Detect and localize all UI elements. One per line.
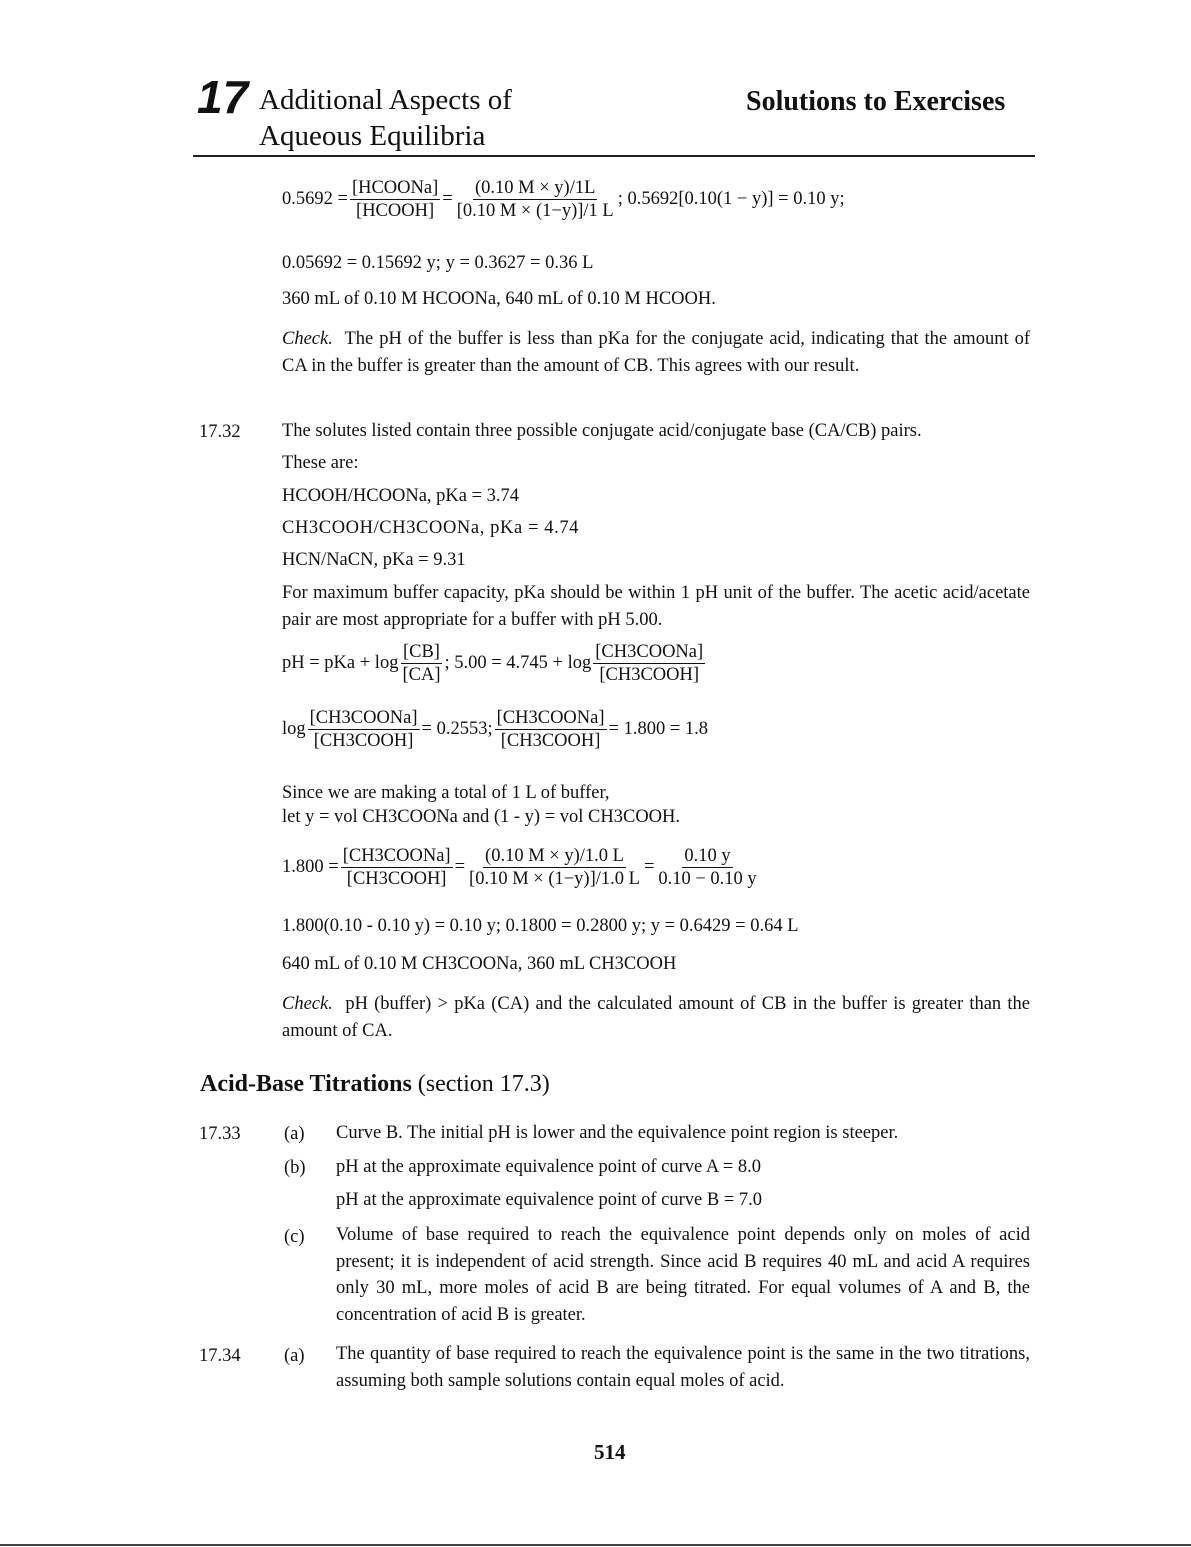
exercise-number-17-34: 17.34 <box>199 1346 241 1366</box>
ex-17-33-a-text: Curve B. The initial pH is lower and the equivalence point region is steeper. <box>336 1123 899 1143</box>
ex-17-34-a-text: The quantity of base required to reach the equivalence point is the same in the two titrations, assuming both sample solutions contain equal moles of acid. <box>336 1344 1030 1391</box>
eq1-fraction-2: $\frac{(0.10 M \times y)/1L}{[0.10 M \times (1-y)]/1 L}$ <box>456 178 614 221</box>
exercise-number-17-33: 17.33 <box>199 1124 241 1144</box>
pair-3: HCN/NaCN, pKa = 9.31 <box>282 550 466 570</box>
eq1-tail: ; 0.5692[0.10(1 − y)] = 0.10 y; <box>617 189 845 209</box>
eq1-lhs: 0.5692 = <box>282 189 348 209</box>
equation-1: 0.5692 = $\frac{\text{[HCOONa]}}{\text{[HCOOH]}}$ = $\frac{(0.10 M \times y)/1L}{[0.10 M \times (1-y)]/1 L}$ ; 0.5692[0.10(1 − y)] = 0.10 y; <box>282 178 845 221</box>
ex-17-33-c-text: Volume of base required to reach the equivalence point depends only on moles of acid present; it is independent of acid strength. Since acid B requires 40 mL and acid A requires only 30 mL, more moles of acid B are being titrated. For equal volumes of A and B, the concentration of acid B is greater. <box>336 1225 1030 1325</box>
header-rule <box>193 155 1035 157</box>
ex-17-33-b-text-2: pH at the approximate equivalence point of curve B = 7.0 <box>336 1190 763 1210</box>
pair-2: CH3COOH/CH3COONa, pKa = 4.74 <box>282 518 580 538</box>
eq4-fraction-3: $\frac{0.10 y}{0.10 - 0.10 y}$ <box>658 846 757 889</box>
check-paragraph-1: Check. The pH of the buffer is less than pKa for the conjugate acid, indicating that the amount of CA in the buffer is greater than the amount of CB. This agrees with our result. <box>282 329 1030 376</box>
since-line-2: let y = vol CH3COONa and (1 - y) = vol CH3COOH. <box>282 807 681 827</box>
page-bottom-edge <box>0 1544 1191 1546</box>
page-number: 514 <box>594 1440 626 1464</box>
eq3-fraction-2: $\frac{\text{[CH3COONa]}}{\text{[CH3COOH]}}$ <box>496 708 605 751</box>
ex-17-33-b-text-1: pH at the approximate equivalence point of curve A = 8.0 <box>336 1157 762 1177</box>
result-line-1: 0.05692 = 0.15692 y; y = 0.3627 = 0.36 L <box>282 253 594 273</box>
these-are: These are: <box>282 453 359 473</box>
exercise-number-17-32: 17.32 <box>199 422 241 442</box>
ex-17-33-b-label: (b) <box>284 1158 306 1178</box>
equation-2: pH = pKa + log $\frac{[CB]}{[CA]}$ ; 5.00 = 4.745 + log $\frac{\text{[CH3COONa]}}{\text{[CH3COOH]}}$ <box>282 642 704 685</box>
eq1-fraction-1: $\frac{\text{[HCOONa]}}{\text{[HCOOH]}}$ <box>351 178 439 221</box>
eq3-fraction-1: $\frac{\text{[CH3COONa]}}{\text{[CH3COOH]}}$ <box>309 708 418 751</box>
pair-1: HCOOH/HCOONa, pKa = 3.74 <box>282 486 520 506</box>
eq2-fraction-2: $\frac{\text{[CH3COONa]}}{\text{[CH3COOH]}}$ <box>595 642 704 685</box>
check-paragraph-2: Check. pH (buffer) > pKa (CA) and the calculated amount of CB in the buffer is greater than the amount of CA. <box>282 994 1031 1041</box>
chapter-number: 17 <box>197 71 249 123</box>
check-label-2: Check. <box>282 994 333 1014</box>
ex-17-33-c-label: (c) <box>284 1227 305 1247</box>
check-label: Check. <box>282 329 333 349</box>
ex-17-33-a-label: (a) <box>284 1124 305 1144</box>
max-capacity-paragraph: For maximum buffer capacity, pKa should be within 1 pH unit of the buffer. The acetic acid/acetate pair are most appropriate for a buffer with pH 5.00. <box>282 583 1030 630</box>
eq4-fraction-1: $\frac{\text{[CH3COONa]}}{\text{[CH3COOH]}}$ <box>342 846 451 889</box>
ex-17-32-intro: The solutes listed contain three possible conjugate acid/conjugate base (CA/CB) pairs. <box>282 421 922 441</box>
equation-3: log $\frac{\text{[CH3COONa]}}{\text{[CH3COOH]}}$ = 0.2553; $\frac{\text{[CH3COONa]}}{\text{[CH3COOH]}}$ = 1.800 = 1.8 <box>282 708 709 751</box>
section-heading: Acid-Base Titrations (section 17.3) <box>200 1071 550 1097</box>
section-label: Solutions to Exercises <box>746 86 1006 117</box>
eq4-fraction-2: $\frac{(0.10 M \times y)/1.0 L}{[0.10 M \times (1-y)]/1.0 L}$ <box>469 846 640 889</box>
equation-4: 1.800 = $\frac{\text{[CH3COONa]}}{\text{[CH3COOH]}}$ = $\frac{(0.10 M \times y)/1.0 L}{[0.10 M \times (1-y)]/1.0 L}$ = $\frac{0.10 y}{0.10 - 0.10 y}$ <box>282 846 757 889</box>
chapter-title-line1: Additional Aspects of <box>259 84 512 116</box>
result-line-3: 1.800(0.10 - 0.10 y) = 0.10 y; 0.1800 = 0.2800 y; y = 0.6429 = 0.64 L <box>282 916 799 936</box>
result-line-2: 360 mL of 0.10 M HCOONa, 640 mL of 0.10 M HCOOH. <box>282 289 716 309</box>
chapter-title-line2: Aqueous Equilibria <box>259 120 486 152</box>
since-line-1: Since we are making a total of 1 L of buffer, <box>282 783 610 803</box>
eq2-fraction-1: $\frac{[CB]}{[CA]}$ <box>402 642 441 685</box>
result-line-4: 640 mL of 0.10 M CH3COONa, 360 mL CH3COOH <box>282 954 677 974</box>
ex-17-34-a-label: (a) <box>284 1346 305 1366</box>
